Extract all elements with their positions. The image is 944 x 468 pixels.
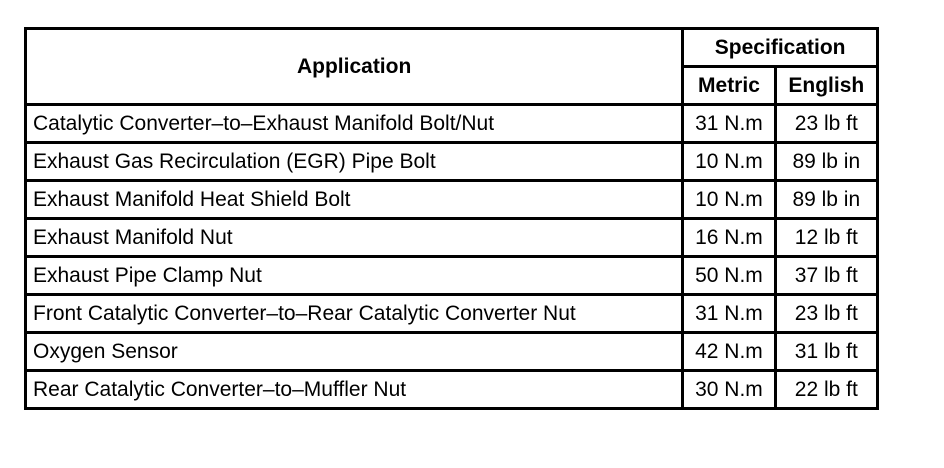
table-row [26,257,878,295]
metric-cell: 31 N.m [683,295,775,333]
application-cell: Exhaust Manifold Nut [26,219,683,257]
metric-cell: 30 N.m [683,371,775,409]
english-cell: 89 lb in [775,143,877,181]
metric-header: Metric [683,67,775,105]
torque-spec-table [24,27,879,410]
metric-cell: 10 N.m [683,143,775,181]
english-cell: 23 lb ft [775,295,877,333]
application-cell: Oxygen Sensor [26,333,683,371]
application-cell: Rear Catalytic Converter–to–Muffler Nut [26,371,683,409]
english-cell: 89 lb in [775,181,877,219]
table-row [26,143,878,181]
table-row [26,181,878,219]
metric-cell: 10 N.m [683,181,775,219]
application-cell: Front Catalytic Converter–to–Rear Catalytic Converter Nut [26,295,683,333]
english-cell: 31 lb ft [775,333,877,371]
table-row [26,295,878,333]
english-header: English [775,67,877,105]
metric-cell: 31 N.m [683,105,775,143]
header-row-top [26,29,878,67]
table-row [26,219,878,257]
english-cell: 12 lb ft [775,219,877,257]
application-cell: Exhaust Gas Recirculation (EGR) Pipe Bolt [26,143,683,181]
metric-cell: 50 N.m [683,257,775,295]
specification-header: Specification [683,29,878,67]
application-cell: Catalytic Converter–to–Exhaust Manifold Bolt/Nut [26,105,683,143]
table-row [26,105,878,143]
metric-cell: 16 N.m [683,219,775,257]
english-cell: 23 lb ft [775,105,877,143]
table-row [26,371,878,409]
application-cell: Exhaust Pipe Clamp Nut [26,257,683,295]
english-cell: 37 lb ft [775,257,877,295]
english-cell: 22 lb ft [775,371,877,409]
metric-cell: 42 N.m [683,333,775,371]
application-cell: Exhaust Manifold Heat Shield Bolt [26,181,683,219]
application-header: Application [26,29,683,105]
table-row [26,333,878,371]
